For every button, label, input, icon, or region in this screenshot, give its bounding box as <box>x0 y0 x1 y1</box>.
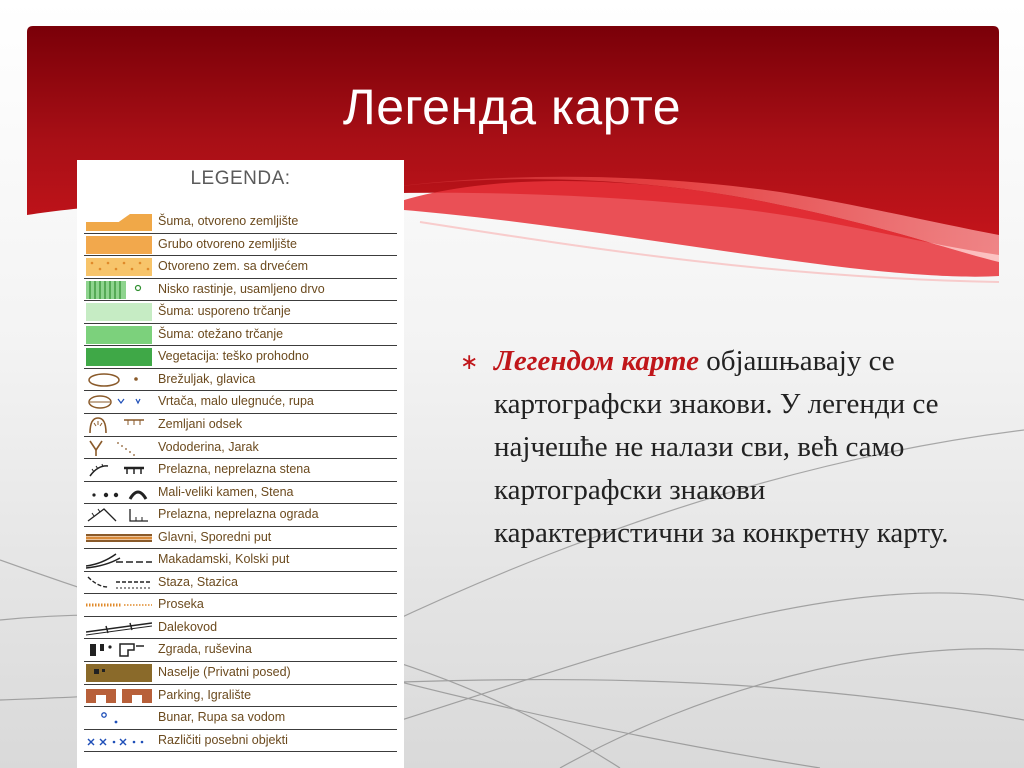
legend-row <box>84 211 397 234</box>
light-green-icon <box>86 302 152 321</box>
legend-row <box>84 279 397 302</box>
green-stripes-icon <box>86 280 152 299</box>
legend-label: Otvoreno zem. sa drvećem <box>158 259 309 274</box>
legend-label: Mali-veliki kamen, Stena <box>158 484 294 499</box>
earth-bank-icon <box>86 415 152 434</box>
legend-label: Šuma, otvoreno zemljište <box>158 214 299 228</box>
legend-label: Šuma: usporeno trčanje <box>158 304 291 319</box>
special-icon <box>86 731 152 750</box>
cliff-icon <box>86 460 152 479</box>
depression-icon <box>86 392 152 411</box>
orange-triangle-icon <box>86 212 152 231</box>
legend-row <box>84 234 397 257</box>
orange-dotted-icon <box>86 257 152 276</box>
paragraph-text: објашњавају се картографски знакови. У легенди се најчешће не налази сви, већ само картографски знакови карактеристични за конкретну карту. <box>494 345 949 549</box>
legend-row <box>84 527 397 550</box>
legend-row <box>84 414 397 437</box>
legend-row <box>84 639 397 662</box>
legend-row <box>84 324 397 347</box>
body-paragraph <box>460 340 980 555</box>
legend-row <box>84 391 397 414</box>
legend-label: Zemljani odsek <box>158 416 243 431</box>
legend-label: Vegetacija: teško prohodno <box>158 349 309 364</box>
road-icon <box>86 528 152 547</box>
legend-label: Proseka <box>158 597 204 612</box>
map-legend-image <box>77 160 404 768</box>
medium-green-icon <box>86 325 152 344</box>
legend-label: Prelazna, neprelazna stena <box>158 462 311 477</box>
legend-row <box>84 482 397 505</box>
legend-label: Prelazna, neprelazna ograda <box>158 507 319 522</box>
legend-row <box>84 504 397 527</box>
legend-label: Različiti posebni objekti <box>158 732 288 747</box>
legend-label: Makadamski, Kolski put <box>158 552 290 567</box>
dark-green-icon <box>86 347 152 366</box>
legend-row <box>84 369 397 392</box>
slide-title: Легенда карте <box>342 79 682 135</box>
legend-row <box>84 256 397 279</box>
legend-label: Staza, Stazica <box>158 574 238 589</box>
gully-icon <box>86 438 152 457</box>
legend-label: Vrtača, malo ulegnuće, rupa <box>158 394 314 409</box>
legend-heading: LEGENDA: <box>190 168 291 189</box>
legend-label: Bunar, Rupa sa vodom <box>158 710 286 725</box>
legend-row <box>84 685 397 708</box>
boulders-icon <box>86 483 152 502</box>
legend-row <box>84 617 397 640</box>
legend-row <box>84 437 397 460</box>
legend-row <box>84 707 397 730</box>
building-icon <box>86 640 152 659</box>
hill-oval-icon <box>86 370 152 389</box>
path-icon <box>86 573 152 592</box>
legend-row <box>84 346 397 369</box>
emphasis-text: Легендом карте <box>494 345 699 377</box>
legend-row <box>84 730 397 753</box>
legend-row <box>84 549 397 572</box>
legend-row <box>84 594 397 617</box>
legend-label: Brežuljak, glavica <box>158 371 256 386</box>
well-icon <box>86 708 152 727</box>
legend-label: Glavni, Sporedni put <box>158 529 272 544</box>
fence-icon <box>86 505 152 524</box>
settlement-icon <box>86 663 152 682</box>
legend-label: Šuma: otežano trčanje <box>158 326 284 341</box>
legend-row <box>84 459 397 482</box>
legend-label: Zgrada, ruševina <box>158 642 252 657</box>
legend-row <box>84 662 397 685</box>
legend-label: Grubo otvoreno zemljište <box>158 236 297 251</box>
legend-label: Nisko rastinje, usamljeno drvo <box>158 281 325 296</box>
orange-fill-icon <box>86 235 152 254</box>
legend-label: Naselje (Privatni posed) <box>158 665 291 679</box>
legend-row <box>84 572 397 595</box>
legend-label: Dalekovod <box>158 619 218 634</box>
power-line-icon <box>86 618 152 637</box>
legend-label: Vododerina, Jarak <box>158 439 259 454</box>
bullet-icon: ∗ <box>460 349 479 374</box>
legend-label: Parking, Igralište <box>158 687 252 702</box>
track-icon <box>86 550 152 569</box>
ride-icon <box>86 595 152 614</box>
parking-icon <box>86 686 152 705</box>
legend-row <box>84 301 397 324</box>
